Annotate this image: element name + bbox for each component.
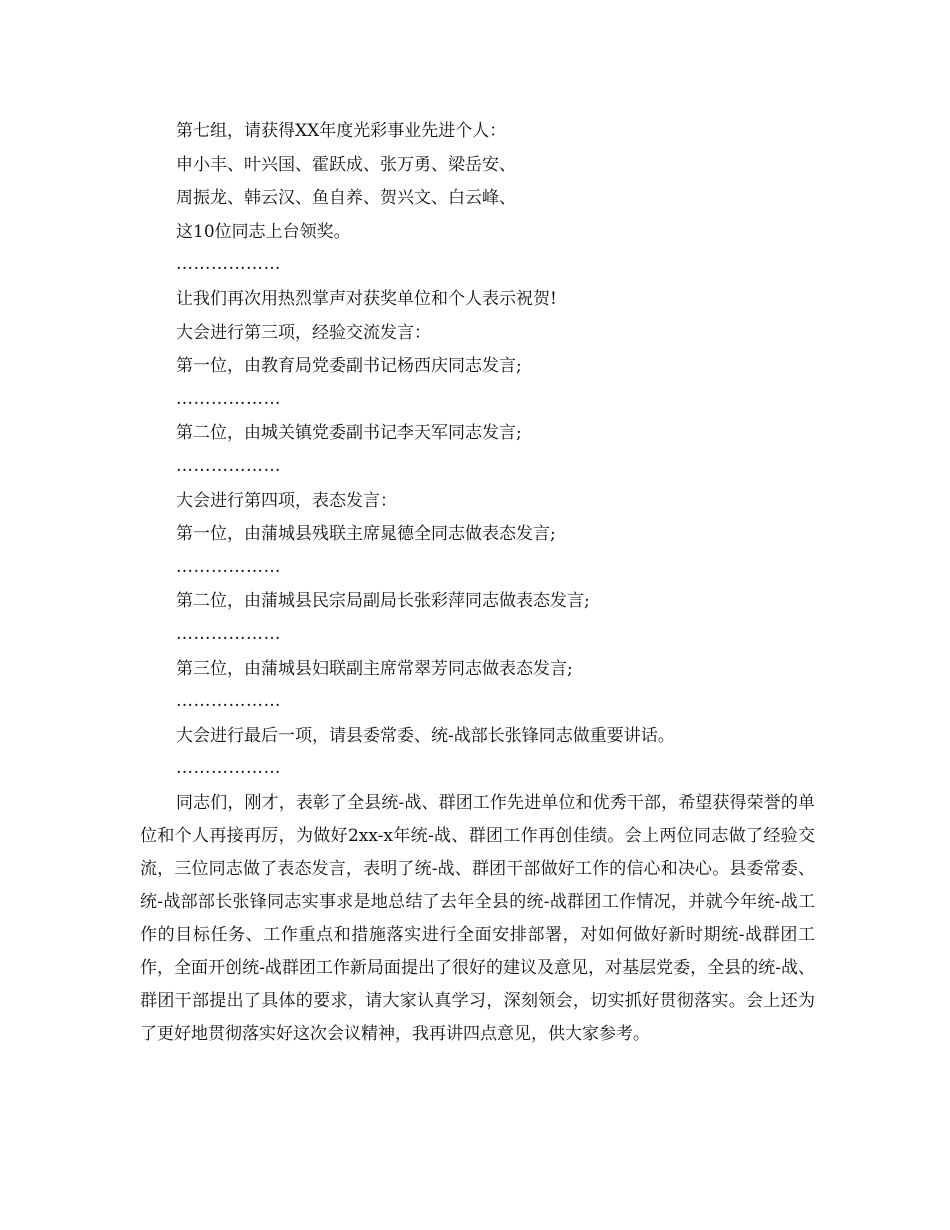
document-line: 大会进行第三项，经验交流发言： bbox=[176, 322, 431, 343]
ellipsis-separator: ……………… bbox=[176, 623, 281, 644]
document-line: 第三位，由蒲城县妇联副主席常翠芳同志做表态发言; bbox=[176, 658, 573, 679]
ellipsis-separator: ……………… bbox=[176, 455, 281, 476]
document-lines bbox=[176, 115, 796, 787]
document-line: 第一位，由蒲城县残联主席晁德全同志做表态发言; bbox=[176, 524, 556, 545]
document-line: 第二位，由城关镇党委副书记李天军同志发言; bbox=[176, 423, 522, 444]
document-line: 这10位同志上台领奖。 bbox=[176, 221, 351, 242]
ellipsis-separator: ……………… bbox=[176, 691, 281, 712]
document-line: 大会进行最后一项，请县委常委、统-战部长张锋同志做重要讲话。 bbox=[176, 725, 675, 746]
ellipsis-separator: ……………… bbox=[176, 556, 281, 577]
document-line: 大会进行第四项，表态发言： bbox=[176, 490, 397, 511]
document-line: 第二位，由蒲城县民宗局副局长张彩萍同志做表态发言; bbox=[176, 591, 590, 612]
ellipsis-separator: ……………… bbox=[176, 758, 281, 779]
document-line: 第一位，由教育局党委副书记杨西庆同志发言; bbox=[176, 356, 522, 377]
document-line: 让我们再次用热烈掌声对获奖单位和个人表示祝贺! bbox=[176, 288, 557, 309]
document-line: 周振龙、韩云汉、鱼自养、贺兴文、白云峰、 bbox=[176, 188, 516, 209]
document-line: 第七组，请获得XX年度光彩事业先进个人： bbox=[176, 121, 507, 141]
ellipsis-separator: ……………… bbox=[176, 254, 281, 275]
ellipsis-separator: ……………… bbox=[176, 388, 281, 409]
closing-paragraph: 同志们，刚才，表彰了全县统-战、群团工作先进单位和优秀干部，希望获得荣誉的单位和个人再接再厉，为做好2xx-x年统-战、群团工作再创佳绩。会上两位同志做了经验交流，三位同志做了表态发言，表明了统-战、群团干部做好工作的信心和决心。县委常委、统-战部部长张锋同志实事求是地总结了去年全县的统-战群团工作情况，并就今年统-战工作的目标任务、工作重点和措施落实进行全面安排部署，对如何做好新时期统-战群团工作，全面开创统-战群团工作新局面提出了很好的建议及意见，对基层党委，全县的统-战、群团干部提出了具体的要求，请大家认真学习，深刻领会，切实抓好贯彻落实。会上还为了更好地贯彻落实好这次会议精神，我再讲四点意见，供大家参考。 bbox=[140, 793, 815, 1044]
document-line: 申小丰、叶兴国、霍跃成、张万勇、梁岳安、 bbox=[176, 154, 516, 175]
